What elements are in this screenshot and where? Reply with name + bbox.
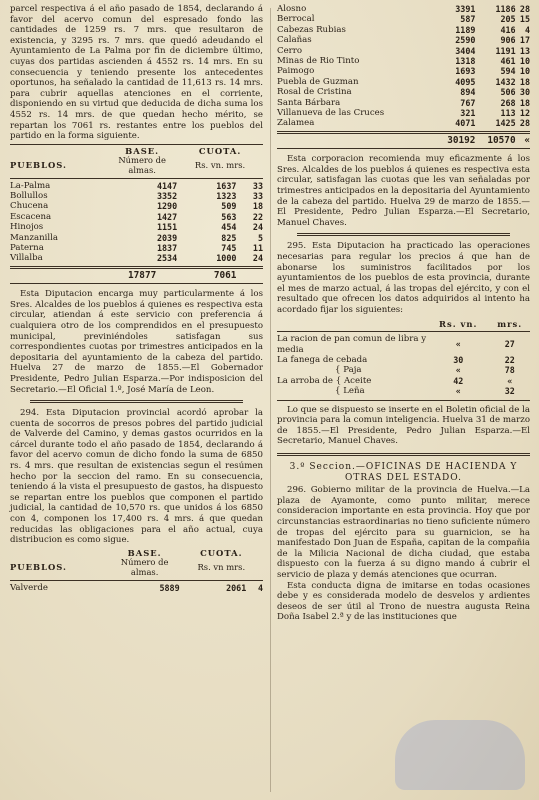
almas-value: 1837 [156, 242, 178, 253]
rs-value: 1425 [495, 118, 516, 129]
col-cuota: CUOTA. [198, 145, 242, 156]
rs-value: 563 [221, 211, 237, 222]
table-rule [10, 266, 263, 269]
pueblo-name: Zalamea [277, 118, 315, 129]
pueblo-name: Manzanilla [10, 232, 59, 243]
col-rs: Rs. vn. mrs. [194, 160, 246, 171]
rs-value: 454 [221, 222, 237, 233]
pueblo-name: Calañas [277, 35, 312, 46]
corporacion-paragraph: Esta corporacion recomienda muy eficazmente á los Sres. Alcaldes de los pueblos á quienes es respectiva esta circular, satisfagan las cuotas que les van señaladas por trimestres anticipados en la depositaria del Ayuntamiento de la cabeza del partido. Huelva 29 de marzo de 1855.—El Presidente, Pedro Julian Esparza.—El Secretario, Manuel Chaves. [277, 154, 530, 228]
table-row [277, 14, 530, 24]
price-row: { Leña « 32 [335, 386, 515, 397]
pueblo-name: Paimogo [277, 66, 315, 77]
table-row [277, 66, 530, 76]
almas-value: 2590 [455, 35, 476, 46]
mrs-value: 30 [519, 87, 530, 98]
col-almas: Número de almas. [120, 557, 169, 577]
table-row [10, 583, 263, 593]
table-rule [10, 178, 263, 179]
mrs-value: 28 [519, 4, 530, 14]
almas-value: 4071 [455, 118, 476, 129]
diputacion-paragraph: Esta Diputacion encarga muy particularmente á los Sres. Alcaldes de los pueblos á quienes es respectiva esta circular, atiendan á este servicio con preferencia á cualquiera otro de los comprendidos en el presupuesto municipal, previniéndoles satisfagan sus correspondientes cuotas por trimestres anticipados en la depositaria del ayuntamiento de la cabeza del partido. Huelva 27 de marzo de 1855.—El Gobernador Presidente, Pedro Julian Esparza.—Por indisposicion del Secretario.—El Oficial 1.º, José María de Leon. [10, 289, 263, 395]
table-row [277, 118, 530, 128]
almas-value: 1427 [156, 211, 178, 222]
col-base: BASE. [125, 145, 160, 156]
pueblo-name: Valverde [10, 582, 48, 593]
table-body [277, 4, 530, 129]
pueblo-name: Minas de Rio Tinto [277, 56, 360, 67]
pueblo-name: Santa Bárbara [277, 97, 341, 108]
mrs-value: 5 [257, 232, 263, 243]
col-almas: Número de almas. [118, 155, 166, 175]
almas-value: 2039 [156, 232, 178, 243]
table-row [10, 233, 263, 243]
col-pueblos: PUEBLOS. [10, 160, 67, 171]
section-heading: 3.º Seccion.—OFICINAS DE HACIENDA Y OTRAS DEL ESTADO. [289, 462, 518, 483]
prices-table [277, 320, 530, 397]
section-rule [30, 400, 243, 403]
mrs-value: 13 [519, 45, 530, 56]
final-paragraph: Esta conducta digna de imitarse en todas ocasiones debe y es considerada modelo de desvelos y ardientes deseos de ser útil al Trono de nuestra augusta Reina Doña Isabel 2.ª y de las instituciones que [277, 580, 530, 623]
almas-value: 3352 [156, 190, 178, 201]
price-row: La arroba de { Aceite 42 « [277, 375, 513, 386]
mrs-value: 4 [257, 582, 263, 593]
paragraph-294: 294. Esta Diputacion provincial acordó aprobar la cuenta de socorros de presos pobres del partido judicial de Valverde del Camino, y demas gastos ocurridos en la cárcel durante todo el año pasado de 1854, declarando á favor del acervo comun de dicho fondo la suma de 6850 rs. 4 mrs. que resultan de existencias segun el resúmen hecho por la seccion del ramo. En su consecuencia, teniendo á la vista el presupuesto de gastos, ha dispuesto se repartan entre los pueblos que componen el partido judicial, la cantidad de 10,570 rs. que unidos á los 6850 con 4, componen los 17,400 rs. 4 mrs. á que quedan reducidas las obligaciones para el año actual, cuya distribucion es como sigue. [10, 408, 263, 546]
intro-paragraph: parcel respectiva á el año pasado de 1854, declarando á favor del acervo comun del espresado fondo las cantidades de 1259 rs. 7 mrs. que resultaron de existencia, y 3295 rs. 7 mrs. que quedó adeudando el Ayuntamiento de La Palma por fin de diciembre último, cuyas dos partidas ascienden á 4552 rs. 14 mrs. En su consecuencia y teniendo presente los antecedentes oportunos, ha señalado la cantidad de 11,613 rs. 14 mrs. para cubrir aquellas atenciones en el corriente, disponiendo en su virtud que deducida de dicha suma los 4552 rs. 14 mrs. de que quedan hecho mérito, se repartan los 7061 rs. restantes entre los pueblos del partido en la forma siguiente. [10, 4, 263, 142]
table-rule [10, 580, 263, 581]
table-total-row [277, 136, 530, 146]
table-row [10, 181, 263, 191]
price-row: La fanega de cebada 30 22 [277, 355, 515, 365]
pueblo-name: Escacena [10, 211, 52, 222]
rs-value: 506 [500, 87, 516, 98]
table-row [277, 98, 530, 108]
paragraph-296: 296. Gobierno militar de la provincia de Huelva.—La plaza de Ayamonte, como punto militar, merece consideracion importante en esta provincia. Hoy que por circunstancias estraordinarias no tieno suficiente número de tropas del ejército para su guarnicion, se ha manifestado Don Juan de España, capitan de la compañia de la Milicia Nacional de dicha ciudad, que estaba dispuesto con la fuerza á su digno mando á cubrir el servicio de plaza y demás atenciones que ocurran. [277, 485, 530, 580]
table-row [277, 56, 530, 66]
mrs-value: 15 [519, 14, 530, 25]
table-row [277, 4, 530, 14]
pueblo-name: Cerro [277, 45, 303, 56]
rs-value: 1637 [216, 180, 237, 191]
table-row [277, 35, 530, 45]
rs-value: 1432 [495, 76, 516, 87]
rs-value: 113 [500, 108, 516, 119]
pueblo-name: Berrocal [277, 14, 315, 25]
col-mrs: mrs. [497, 318, 523, 329]
price-row: { Paja « 78 [335, 365, 515, 376]
col-pueblos: PUEBLOS. [10, 562, 67, 573]
pueblo-name: Puebla de Guzman [277, 76, 359, 87]
mrs-value: 4 [524, 24, 530, 35]
boletin-paragraph: Lo que se dispuesto se inserte en el Boletin oficial de la provincia para la comun inteligencia. Huelva 31 de marzo de 1855.—El Presidente, Pedro Julian Esparza.—El Secretario, Manuel Chaves. [277, 404, 530, 447]
table-rule [10, 283, 263, 284]
table-body [10, 181, 263, 264]
rs-value: 1186 [495, 4, 516, 14]
table-total-row [10, 271, 263, 281]
rs-value: 745 [221, 242, 237, 253]
mrs-value: 22 [252, 211, 263, 222]
total-almas: 30192 [447, 134, 476, 146]
col-rs: Rs. vn. [439, 318, 478, 329]
library-stamp-watermark [395, 720, 525, 790]
rs-value: 2061 [226, 582, 247, 593]
table-row [277, 87, 530, 97]
price-row: La racion de pan comun de libra y media « 27 [277, 334, 515, 355]
total-mrs: « [524, 134, 530, 146]
mrs-value: 24 [252, 253, 263, 264]
table-row [277, 46, 530, 56]
table-row [10, 201, 263, 211]
rs-value: 825 [221, 232, 237, 243]
col-cuota: CUOTA. [200, 547, 243, 558]
almas-value: 894 [460, 87, 476, 98]
mrs-value: 17 [519, 35, 530, 46]
mrs-value: 18 [252, 201, 263, 212]
section-rule [277, 453, 530, 456]
rs-value: 268 [500, 97, 516, 108]
almas-value: 2534 [156, 253, 178, 264]
almas-value: 5889 [159, 582, 180, 593]
rs-value: 594 [500, 66, 516, 77]
mrs-value: 11 [252, 242, 263, 253]
col-rs: Rs. vn mrs. [197, 562, 246, 573]
mrs-value: 10 [519, 66, 530, 77]
table-row [10, 253, 263, 263]
pueblo-name: La-Palma [10, 180, 51, 191]
column-divider [270, 8, 271, 792]
table-row [10, 222, 263, 232]
col-base: BASE. [127, 547, 162, 558]
almas-value: 1189 [455, 24, 476, 35]
pueblo-name: Rosal de Cristina [277, 87, 352, 98]
mrs-value: 18 [519, 97, 530, 108]
mrs-value: 33 [252, 190, 263, 201]
pueblo-name: Villalba [10, 253, 43, 264]
pueblo-name: Hinojos [10, 222, 44, 233]
mrs-value: 12 [519, 108, 530, 119]
mrs-value: 33 [252, 180, 263, 191]
total-almas: 17877 [128, 269, 157, 281]
table-body [10, 583, 263, 593]
table-rule [277, 148, 530, 149]
rs-value: 1323 [216, 190, 237, 201]
pueblo-name: Chucena [10, 201, 49, 212]
table-row [10, 212, 263, 222]
almas-value: 1290 [156, 201, 178, 212]
mrs-value: 10 [519, 56, 530, 67]
pueblo-name: Villanueva de las Cruces [277, 108, 385, 119]
right-column [277, 4, 530, 623]
arroba-label: La arroba de [277, 375, 334, 386]
mrs-value: 24 [252, 222, 263, 233]
pueblo-name: Paterna [10, 242, 44, 253]
rs-value: 205 [500, 14, 516, 25]
table-row [277, 25, 530, 35]
almas-value: 321 [460, 108, 476, 119]
almas-value: 767 [460, 97, 476, 108]
paragraph-295: 295. Esta Diputacion ha practicado las operaciones necesarias para regular los precios á que han de abonarse los suministros facilitados por los ayuntamientos de los pueblos de esta provincia, durante el mes de marzo actual, á las tropas del ejército, y con el resultado que ofrecen los datos adquiridos al intento ha acordado fijar los siguientes: [277, 241, 530, 315]
table-rule [277, 331, 530, 332]
rs-value: 416 [500, 24, 516, 35]
table-rule [277, 400, 530, 401]
section-rule [297, 233, 510, 236]
table-row [277, 108, 530, 118]
distribution-table-la-palma [10, 147, 263, 281]
table-row [10, 191, 263, 201]
table-row [277, 77, 530, 87]
left-column [10, 4, 263, 593]
rs-value: 1000 [216, 253, 237, 264]
almas-value: 3404 [455, 45, 476, 56]
almas-value: 1318 [455, 56, 476, 67]
almas-value: 3391 [455, 4, 476, 14]
rs-value: 1191 [495, 45, 516, 56]
pueblo-name: Alosno [277, 4, 307, 14]
rs-value: 906 [500, 35, 516, 46]
total-rs: 7061 [213, 269, 237, 281]
mrs-value: 28 [519, 118, 530, 129]
pueblo-name: Bollullos [10, 190, 48, 201]
almas-value: 1151 [156, 222, 178, 233]
table-row [10, 243, 263, 253]
distribution-table-continued [277, 4, 530, 146]
mrs-value: 18 [519, 76, 530, 87]
almas-value: 4095 [455, 76, 476, 87]
almas-value: 1693 [455, 66, 476, 77]
almas-value: 4147 [156, 180, 178, 191]
table-rule [277, 131, 530, 134]
rs-value: 461 [500, 56, 516, 67]
almas-value: 587 [460, 14, 476, 25]
rs-value: 509 [221, 201, 237, 212]
pueblo-name: Cabezas Rubias [277, 24, 346, 35]
distribution-table-valverde [10, 549, 263, 593]
table-rule [10, 144, 263, 145]
total-rs: 10570 [487, 134, 516, 146]
